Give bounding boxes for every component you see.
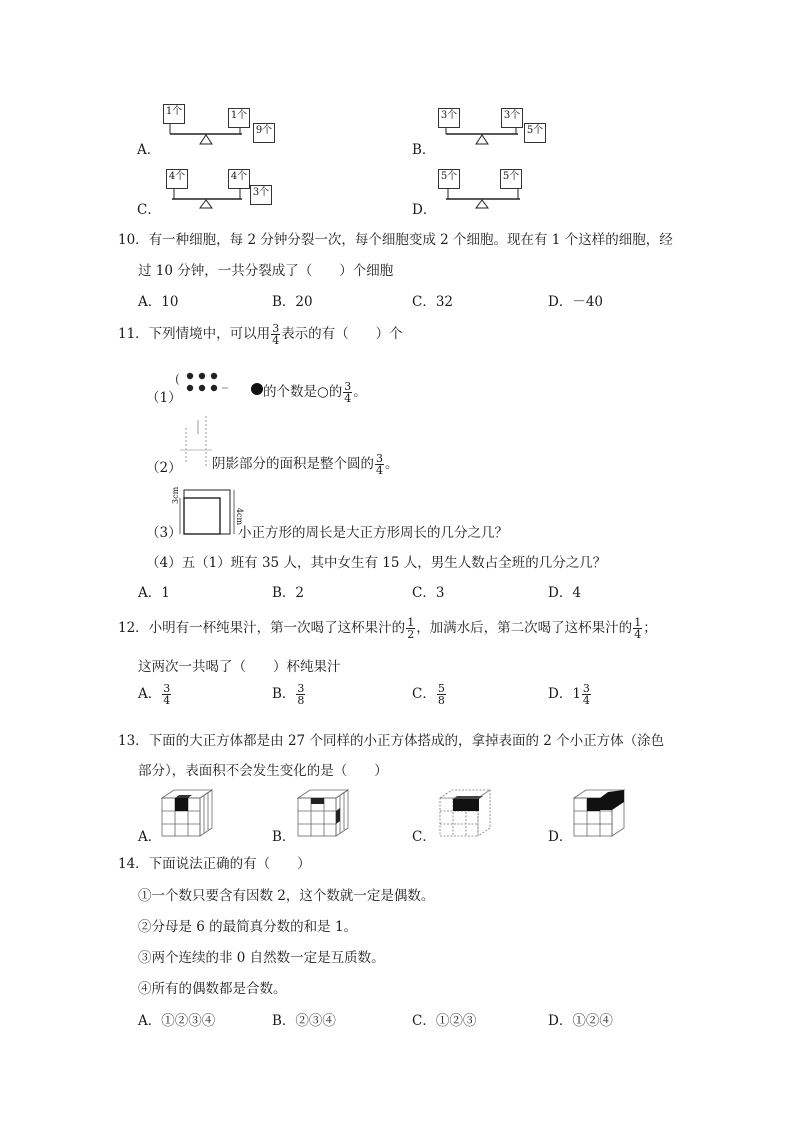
fraction-denominator: 4 bbox=[163, 694, 171, 707]
q11-item2-text bbox=[212, 452, 399, 476]
q9-option-b-letter: B． bbox=[412, 142, 436, 158]
fraction-denominator: 8 bbox=[437, 694, 445, 707]
scale-b-extra-box: 5个 bbox=[524, 123, 546, 143]
fraction-denominator: 2 bbox=[407, 628, 415, 641]
q14-statement-2: ②分母是 6 的最简真分数的和是 1。 bbox=[138, 919, 358, 935]
q11-stem-pre: 11．下列情境中，可以用 bbox=[118, 326, 271, 342]
q9-option-c-letter: C． bbox=[137, 202, 161, 218]
q10-stem-line1: 10．有一种细胞，每 2 分钟分裂一次，每个细胞变成 2 个细胞。现在有 1 个这样的细胞，经 bbox=[118, 232, 673, 248]
q10-option-d[interactable]: D．－40 bbox=[548, 294, 604, 310]
q14-statement-1: ①一个数只要含有因数 2，这个数就一定是偶数。 bbox=[138, 888, 435, 904]
fraction-denominator: 4 bbox=[582, 693, 590, 707]
small-square-side-label: 3cm bbox=[171, 486, 180, 504]
scale-c-right-box: 4个 bbox=[228, 169, 250, 189]
q14-option-c[interactable]: C．①②③ bbox=[412, 1013, 477, 1029]
q14-option-b[interactable]: B．②③④ bbox=[272, 1013, 336, 1029]
q12-option-d-letter: D． bbox=[548, 686, 573, 702]
q14-option-a[interactable]: A．①②③④ bbox=[138, 1013, 216, 1029]
q12-option-d[interactable] bbox=[548, 682, 592, 706]
q12-option-d-fraction bbox=[582, 683, 591, 706]
svg-text:(: ( bbox=[175, 372, 180, 386]
q14-statement-3: ③两个连续的非 0 自然数一定是互质数。 bbox=[138, 950, 385, 966]
q12-option-c-letter: C． bbox=[412, 686, 436, 702]
q11-item2-label: （2） bbox=[146, 460, 182, 476]
q11-item2-desc: 阴影部分的面积是整个圆的 bbox=[212, 456, 374, 472]
q11-item3-text: 小正方形的周长是大正方形周长的几分之几？ bbox=[238, 525, 508, 541]
q11-item1-fraction bbox=[343, 381, 352, 404]
q11-stem bbox=[118, 322, 403, 346]
q14-stem: 14．下面说法正确的有（ ） bbox=[118, 856, 311, 872]
q10-option-a[interactable]: A．10 bbox=[138, 294, 179, 310]
scale-b-left-box: 3个 bbox=[438, 108, 460, 128]
q12-option-b[interactable] bbox=[272, 682, 306, 706]
q11-item2-end: 。 bbox=[385, 456, 399, 472]
q12-option-a-letter: A． bbox=[138, 686, 162, 702]
scale-d-left-box: 5个 bbox=[438, 169, 460, 189]
dots-figure bbox=[175, 368, 235, 400]
cube-figure-c bbox=[436, 788, 494, 838]
q11-option-d[interactable]: D．4 bbox=[548, 585, 581, 601]
scale-a-right-box: 1个 bbox=[228, 108, 250, 128]
fraction-numerator: 1 bbox=[407, 616, 415, 629]
q11-item1-label: （1） bbox=[146, 390, 182, 406]
q12-option-a-fraction bbox=[162, 683, 171, 706]
q11-item1-text bbox=[263, 380, 367, 404]
scale-a-left-box: 1个 bbox=[163, 104, 185, 124]
scale-d-right-box: 5个 bbox=[500, 169, 522, 189]
q13-option-a-letter[interactable]: A． bbox=[138, 829, 162, 845]
q11-item1-desc: 的个数是○的 bbox=[263, 384, 343, 400]
q13-option-c-letter[interactable]: C． bbox=[412, 829, 436, 845]
fraction-numerator: 1 bbox=[634, 616, 642, 629]
q11-item2-fraction bbox=[375, 453, 384, 476]
fraction-numerator: 3 bbox=[582, 681, 590, 695]
q12-option-b-letter: B． bbox=[272, 686, 296, 702]
scale-c-left-box: 4个 bbox=[166, 169, 188, 189]
q13-stem-line2: 部分），表面积不会发生变化的是（ ） bbox=[138, 763, 388, 779]
q11-option-a[interactable]: A．1 bbox=[138, 585, 170, 601]
q9-option-a-letter: A． bbox=[137, 142, 161, 158]
fraction-numerator: 3 bbox=[344, 380, 352, 393]
fraction-numerator: 3 bbox=[376, 452, 383, 465]
q12-first-fraction bbox=[406, 617, 415, 640]
q13-option-b-letter[interactable]: B． bbox=[272, 829, 296, 845]
q11-stem-post: 表示的有（ ）个 bbox=[281, 326, 403, 342]
q12-line1-mid: ，加满水后，第二次喝了这杯果汁的 bbox=[416, 620, 633, 636]
big-square-side-label: 4cm bbox=[235, 507, 245, 526]
fraction-denominator: 4 bbox=[272, 334, 280, 347]
fraction-numerator: 3 bbox=[297, 682, 305, 695]
scale-c-extra-box: 3个 bbox=[250, 185, 272, 205]
squares-figure bbox=[174, 488, 238, 538]
q14-statement-4: ④所有的偶数都是合数。 bbox=[138, 981, 287, 997]
fraction-denominator: 8 bbox=[297, 694, 305, 707]
q9-option-d-letter: D． bbox=[412, 202, 437, 218]
q10-stem-line2: 过 10 分钟，一共分裂成了（ ）个细胞 bbox=[138, 263, 394, 279]
q12-option-c[interactable] bbox=[412, 682, 447, 706]
q12-line1-pre: 12．小明有一杯纯果汁，第一次喝了这杯果汁的 bbox=[118, 620, 406, 636]
fraction-numerator: 3 bbox=[272, 322, 280, 335]
fraction-denominator: 4 bbox=[376, 464, 383, 477]
q14-option-d[interactable]: D．①②④ bbox=[548, 1013, 613, 1029]
q12-second-fraction bbox=[633, 617, 642, 640]
circle-figure bbox=[178, 414, 214, 472]
q12-option-b-fraction bbox=[296, 683, 305, 706]
q10-option-c[interactable]: C．32 bbox=[412, 294, 454, 310]
mixed-whole: 1 bbox=[572, 686, 581, 702]
cube-figure-d bbox=[570, 788, 628, 838]
q12-line1-end: ； bbox=[643, 620, 657, 636]
cube-figure-b bbox=[294, 788, 352, 838]
q11-stem-fraction bbox=[271, 323, 280, 346]
q11-item3-label: （3） bbox=[146, 525, 182, 541]
q12-stem-line2: 这两次一共喝了（ ）杯纯果汁 bbox=[138, 659, 341, 675]
scale-a-extra-box: 9个 bbox=[253, 123, 275, 143]
q10-option-b[interactable]: B．20 bbox=[272, 294, 313, 310]
scale-b-right-box: 3个 bbox=[501, 108, 523, 128]
q11-option-b[interactable]: B．2 bbox=[272, 585, 305, 601]
q12-option-d-mixed-number bbox=[572, 683, 592, 706]
fraction-denominator: 4 bbox=[344, 392, 352, 405]
q11-item4-text: （4）五（1）班有 35 人，其中女生有 15 人，男生人数占全班的几分之几？ bbox=[146, 555, 607, 571]
q11-item1-end: 。 bbox=[353, 384, 367, 400]
q12-option-a[interactable] bbox=[138, 682, 172, 706]
q12-option-c-fraction bbox=[437, 683, 446, 706]
fraction-denominator: 4 bbox=[634, 628, 642, 641]
q12-stem-line1 bbox=[118, 616, 657, 640]
fraction-numerator: 5 bbox=[437, 682, 445, 695]
q11-option-c[interactable]: C．3 bbox=[412, 585, 445, 601]
cube-figure-a bbox=[158, 788, 216, 838]
q13-stem-line1: 13．下面的大正方体都是由 27 个同样的小正方体搭成的，拿掉表面的 2 个小正方体（涂色 bbox=[118, 733, 665, 749]
filled-dot-icon bbox=[250, 382, 264, 396]
fraction-numerator: 3 bbox=[163, 682, 171, 695]
q13-option-d-letter[interactable]: D． bbox=[548, 829, 573, 845]
